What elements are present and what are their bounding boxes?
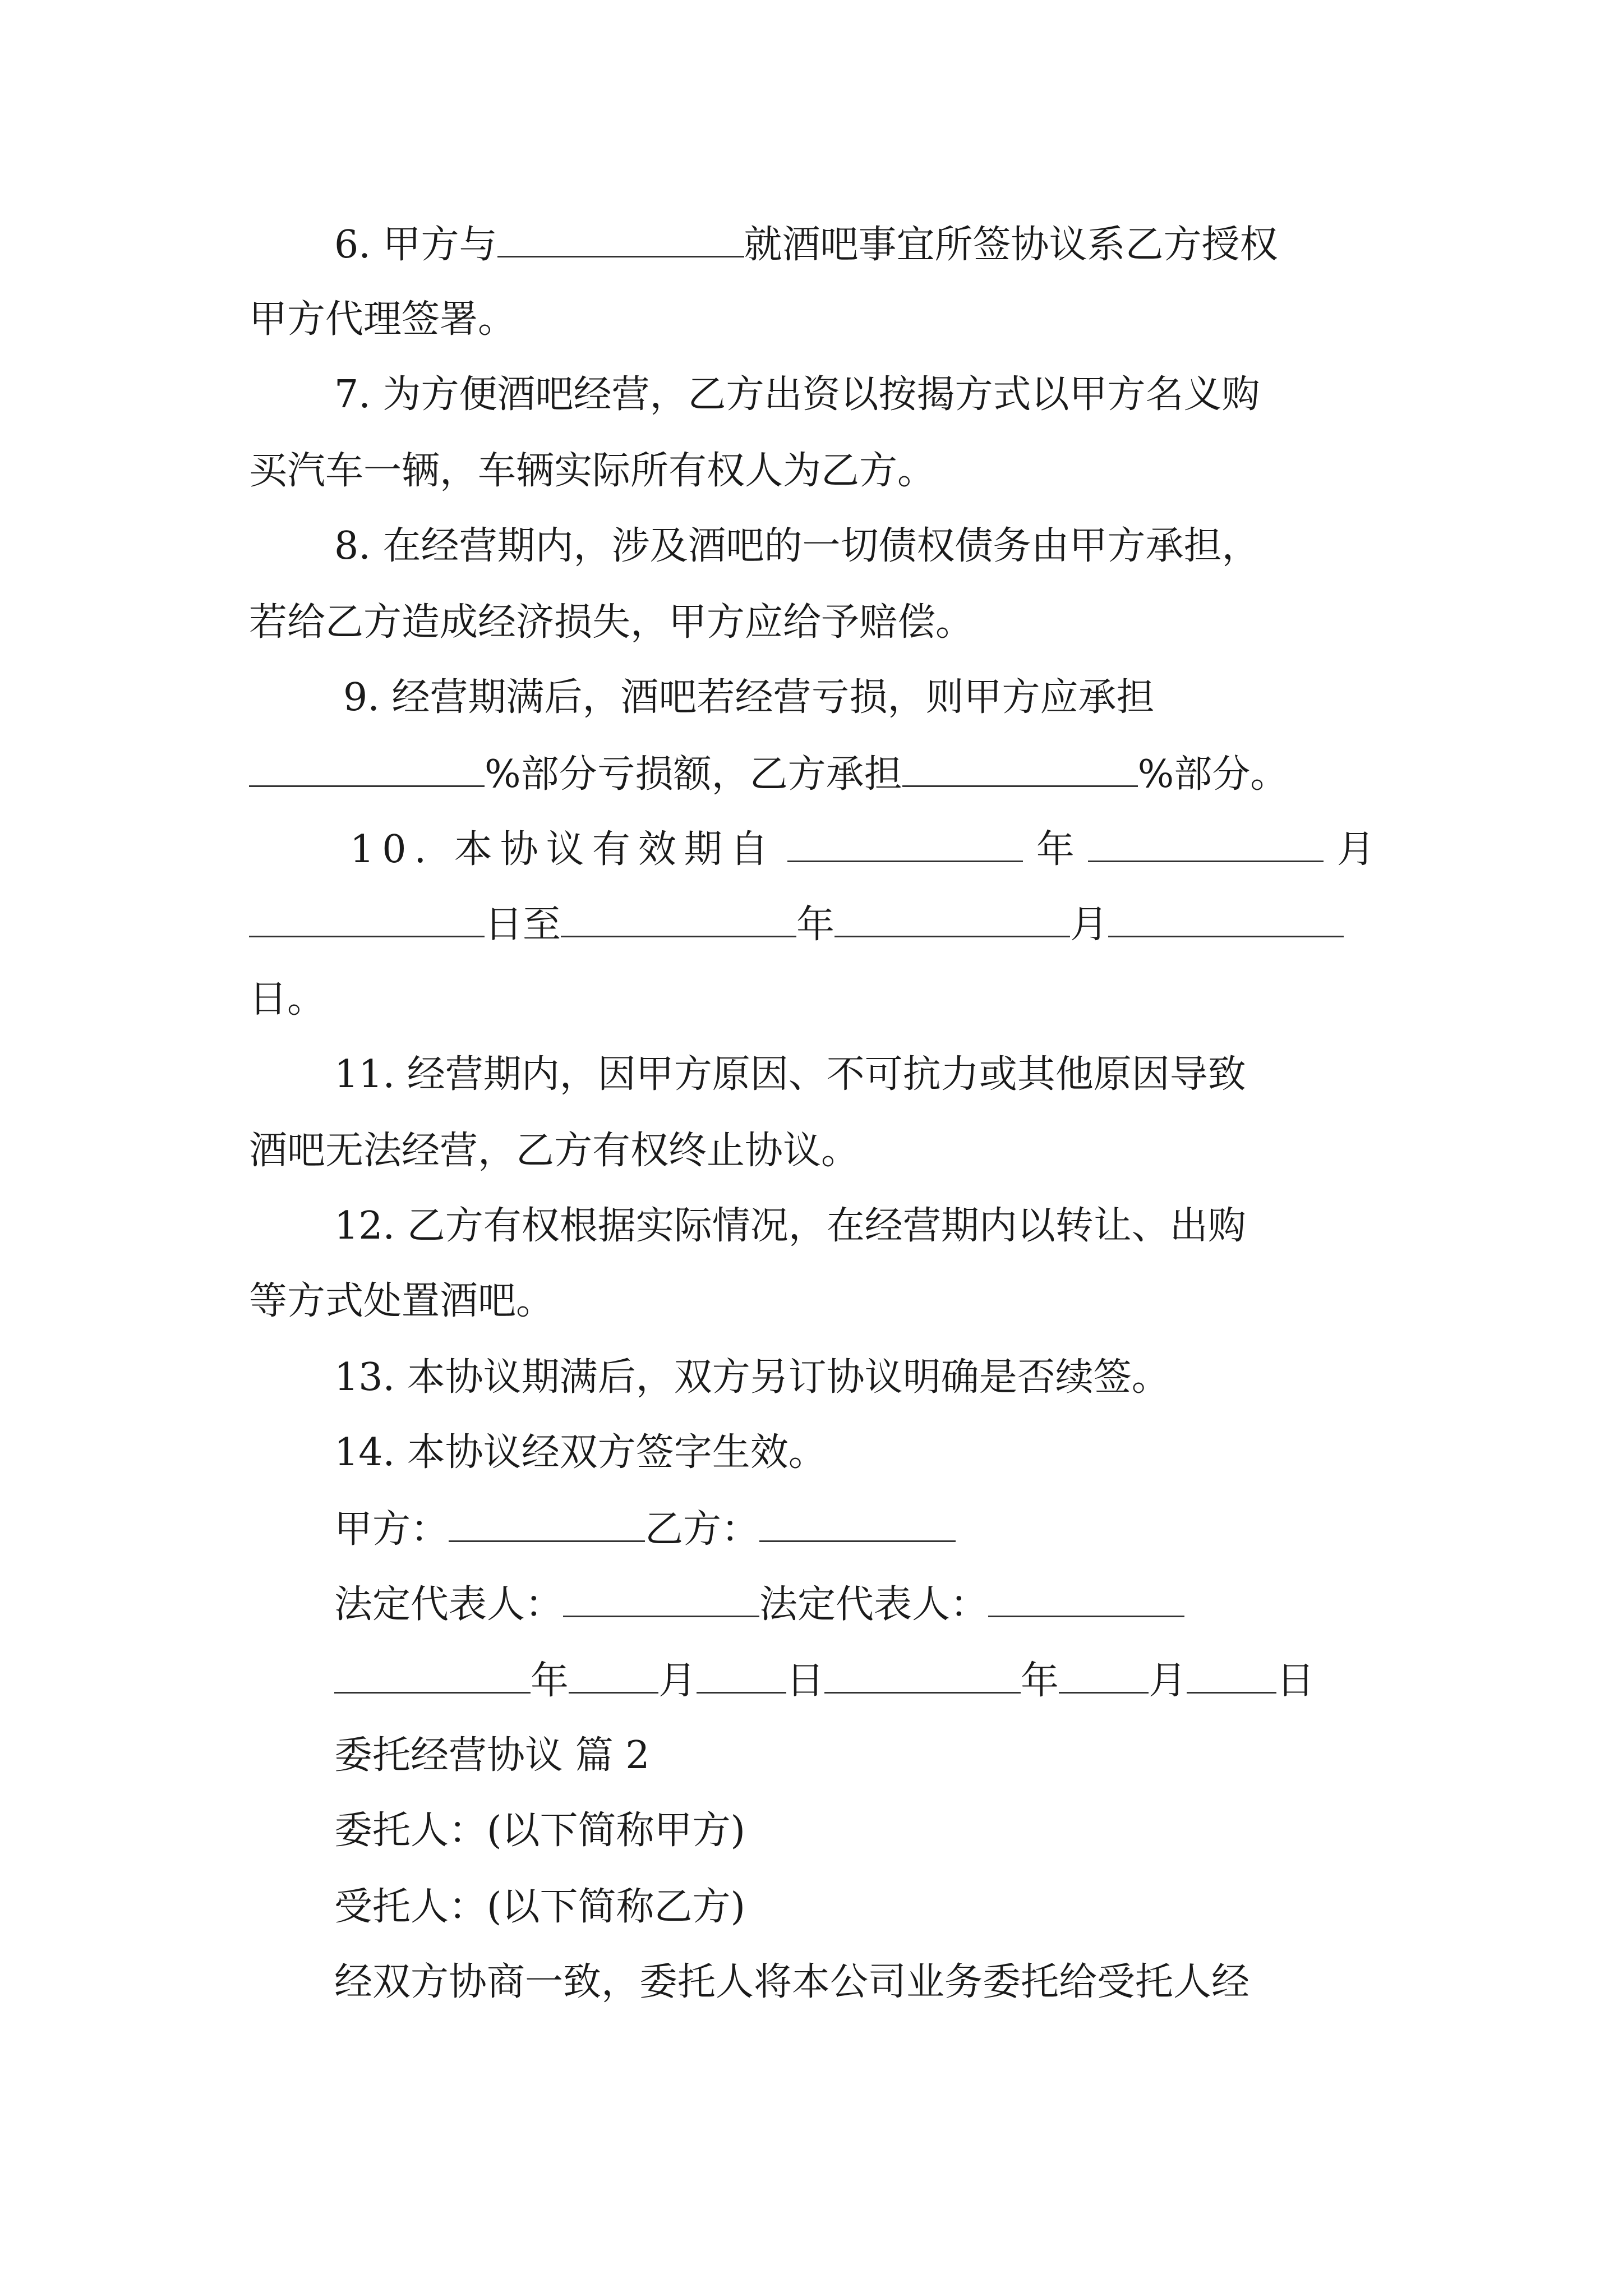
clause-6-text-b: 就酒吧事宜所签协议系乙方授权 (744, 223, 1278, 267)
blank-field (697, 1653, 786, 1694)
clause-14: 14. 本协议经双方签字生效。 (334, 1430, 827, 1475)
blank-field (334, 1653, 531, 1694)
clause-13: 13. 本协议期满后，双方另订协议明确是否续签。 (334, 1355, 1170, 1400)
clause-10-year: 年 (1036, 827, 1075, 872)
rep-b-label: 法定代表人： (759, 1582, 989, 1627)
blank-field (1187, 1653, 1276, 1694)
blank-field (1088, 821, 1324, 862)
clause-10-line-1 (350, 821, 1382, 877)
date-year-a: 年 (531, 1659, 569, 1703)
clause-12-line-2: 等方式处置酒吧。 (249, 1279, 555, 1323)
signature-dates (334, 1653, 1382, 1709)
clause-9-text-a: 9. 经营期满后，酒吧若经营亏损，则甲方应承担 (343, 675, 1155, 720)
party-a-blank (449, 1501, 645, 1542)
clause-7-line-2: 买汽车一辆，车辆实际所有权人为乙方。 (249, 449, 936, 493)
date-day-a: 日 (786, 1659, 825, 1703)
body-line: 经双方协商一致，委托人将本公司业务委托给受托人经 (334, 1960, 1250, 2004)
agent-line: 受托人：(以下简称乙方) (334, 1885, 746, 1929)
clause-12-line-1: 12. 乙方有权根据实际情况，在经营期内以转让、出购 (334, 1204, 1246, 1248)
blank-field (561, 896, 796, 937)
clause-11-line-2: 酒吧无法经营，乙方有权终止协议。 (249, 1129, 860, 1173)
rep-b-blank (988, 1576, 1184, 1617)
clause-9-line-1 (343, 670, 1382, 726)
clause-6-text-a: 6. 甲方与 (334, 223, 497, 267)
clause-6-line-1 (334, 217, 1382, 273)
blank-field (787, 821, 1023, 862)
clause-8-line-1: 8. 在经营期内，涉及酒吧的一切债权债务由甲方承担， (334, 524, 1260, 568)
clause-10-month: 月 (1336, 827, 1375, 872)
signature-representatives (334, 1576, 1382, 1632)
blank-field (497, 217, 744, 257)
party-a-label: 甲方： (334, 1507, 449, 1552)
party-b-blank (759, 1501, 956, 1542)
clause-10-text-a: 10. 本协议有效期自 (350, 827, 776, 872)
blank-field (902, 746, 1138, 787)
section-title: 委托经营协议 篇 2 (334, 1733, 650, 1778)
blank-field (824, 1653, 1021, 1694)
clause-10-month2: 月 (1070, 903, 1109, 947)
blank-field (249, 746, 485, 787)
clause-9-text-c: %部分。 (1137, 752, 1289, 797)
clause-7-line-1: 7. 为方便酒吧经营，乙方出资以按揭方式以甲方名义购 (334, 372, 1260, 417)
principal-line: 委托人：(以下简称甲方) (334, 1809, 746, 1853)
clause-10-year2: 年 (796, 903, 835, 947)
rep-a-blank (563, 1576, 759, 1617)
rep-a-label: 法定代表人： (334, 1582, 564, 1627)
blank-field (834, 896, 1070, 937)
signature-parties (334, 1501, 1382, 1557)
date-day-b: 日 (1276, 1659, 1315, 1703)
clause-8-line-2: 若给乙方造成经济损失，甲方应给予赔偿。 (249, 600, 974, 645)
clause-11-line-1: 11. 经营期内，因甲方原因、不可抗力或其他原因导致 (334, 1052, 1246, 1097)
blank-field (1059, 1653, 1149, 1694)
clause-10-line-3: 日。 (249, 977, 326, 1022)
date-month-b: 月 (1149, 1659, 1187, 1703)
clause-9-text-b: %部分亏损额，乙方承担 (485, 752, 902, 797)
clause-6-line-2: 甲方代理签署。 (249, 297, 517, 342)
blank-field (569, 1653, 658, 1694)
date-month-a: 月 (658, 1659, 697, 1703)
blank-field (1108, 896, 1344, 937)
clause-10-line-2 (249, 896, 1382, 953)
clause-10-day-to: 日至 (485, 903, 561, 947)
party-b-label: 乙方： (645, 1507, 760, 1552)
clause-9-line-2 (249, 746, 1382, 802)
date-year-b: 年 (1021, 1659, 1059, 1703)
blank-field (249, 896, 485, 937)
